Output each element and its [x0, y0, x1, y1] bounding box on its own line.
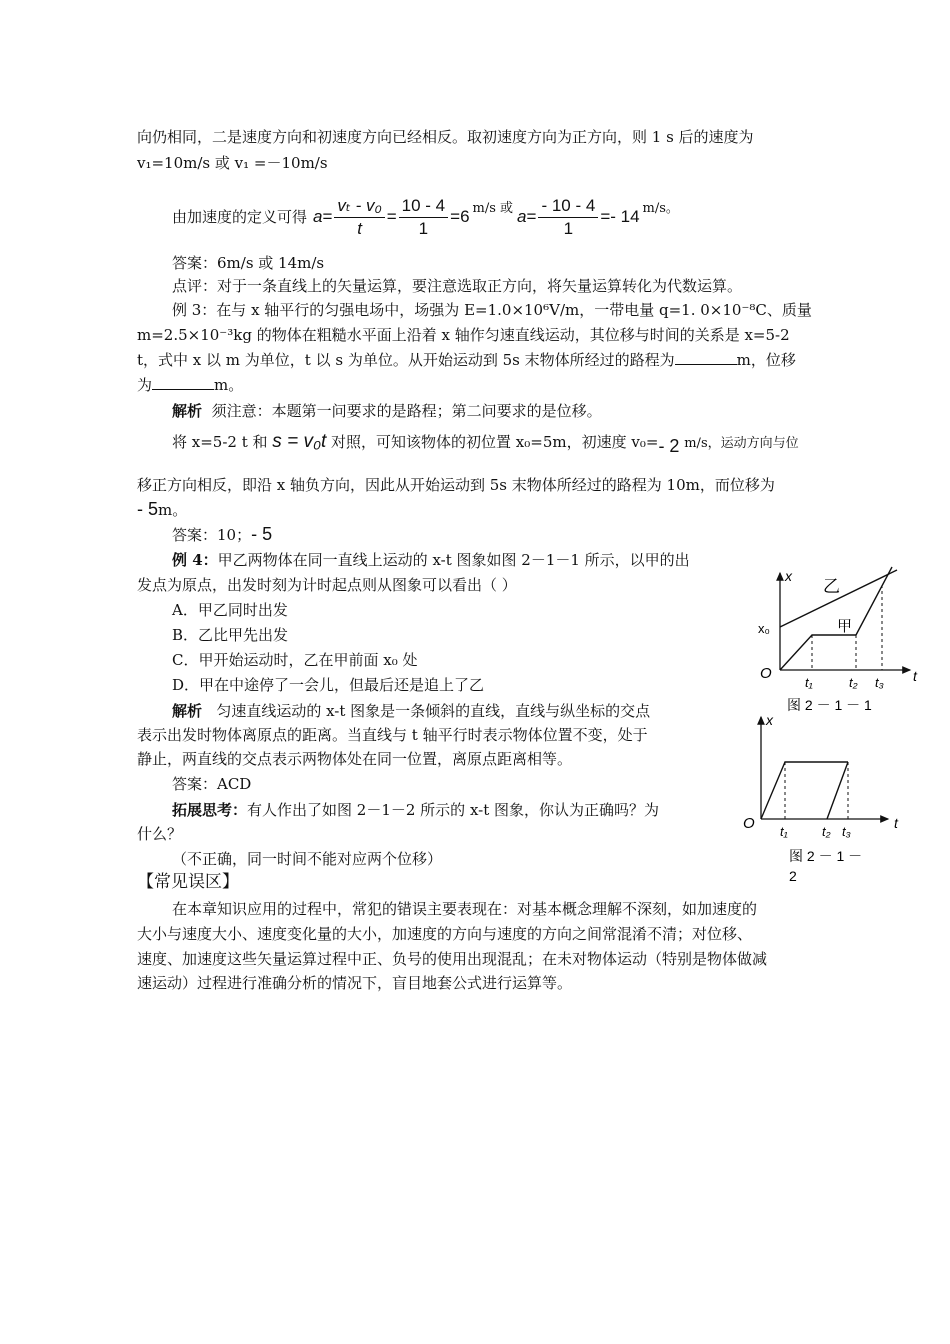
analysis-text: 将 x=5-2 t 和: [172, 433, 268, 451]
displacement-formula: s = v₀t: [272, 431, 327, 452]
paragraph-line: 大小与速度大小、速度变化量的大小，加速度的方向与速度的方向之间常混淆不清；对位移、: [137, 925, 753, 943]
analysis3-line: 移正方向相反，即沿 x 轴负方向，因此从开始运动到 5s 末物体所经过的路程为 10m，而位移为: [137, 476, 775, 494]
analysis-text: 须注意：本题第一问要求的是路程；第二问要求的是位移。: [211, 402, 602, 420]
option-b: B．乙比甲先出发: [172, 626, 289, 644]
analysis-title: 解析: [172, 402, 203, 420]
example-text: 甲乙两物体在同一直线上运动的 x-t 图象如图 2－1－1 所示，以甲的出: [217, 551, 690, 569]
tick-t1: t₁: [805, 675, 813, 690]
unit-label: m/s。: [642, 201, 679, 216]
label-yi: 乙: [823, 577, 840, 596]
example3-line: [137, 350, 796, 370]
tick-t2: t₂: [822, 824, 831, 839]
fraction-case1: [399, 195, 448, 240]
example3-line: m=2.5×10⁻³kg 的物体在粗糙水平面上沿着 x 轴作匀速直线运动，其位移与时间的关系是 x=5-2: [137, 326, 790, 344]
fraction-denominator: t: [357, 218, 362, 238]
fraction-definition: [334, 195, 384, 240]
option-c: C．甲开始运动时，乙在甲前面 x₀ 处: [172, 651, 418, 669]
formula-eq: =: [526, 207, 537, 226]
formula-eq: =: [386, 207, 397, 226]
example4-line: 发点为原点，出发时刻为计时起点则从图象可以看出（ ）: [137, 576, 517, 594]
figure-caption: 图 2 － 1 － 1: [787, 697, 872, 713]
text-line: v₁=10m/s 或 v₁ =－10m/s: [137, 154, 328, 172]
axis-x-label: x: [785, 568, 792, 584]
formula-a: a: [313, 207, 323, 226]
extension-title: 拓展思考：: [172, 801, 248, 819]
extension-line: 什么？: [137, 825, 183, 843]
analysis-text: 对照，可知该物体的初位置 x₀=5m，初速度 v₀=: [331, 433, 659, 451]
section-title: 【常见误区】: [137, 872, 239, 892]
formula-line: [172, 192, 679, 242]
figure-2-1-1: [755, 565, 930, 715]
analysis4-line: 表示出发时物体离原点的距离。当直线与 t 轴平行时表示物体位置不变，处于: [137, 726, 648, 744]
answer-line: 答案：6m/s 或 14m/s: [172, 254, 325, 272]
fraction-numerator: - 10 - 4: [538, 195, 598, 218]
example3-text: t，式中 x 以 m 为单位，t 以 s 为单位。从开始运动到 5s 末物体所经过的路程为: [137, 351, 675, 369]
paragraph-line: 速度、加速度这些矢量运算过程中正、负号的使用出现混乱；在未对物体运动（特别是物体做减: [137, 950, 768, 968]
tick-t3: t₃: [875, 675, 884, 690]
paragraph-line: 在本章知识应用的过程中，常犯的错误主要表现在：对基本概念理解不深刻，如加速度的: [172, 900, 758, 918]
tick-t2: t₂: [849, 675, 858, 690]
result-case1: =6: [450, 207, 470, 226]
formula-eq: =: [322, 207, 333, 226]
example3-text: 为: [137, 376, 153, 394]
fraction-case2: [538, 195, 598, 240]
axis-t-label: t: [894, 815, 898, 831]
axis-t-label: t: [913, 668, 917, 684]
example4-line: [172, 550, 690, 570]
fraction-denominator: 1: [418, 218, 429, 238]
fraction-numerator: 10 - 4: [399, 195, 448, 218]
example3-text: m。: [214, 376, 244, 394]
example3-text: m，位移: [736, 351, 796, 369]
analysis3-line: [172, 426, 799, 459]
fraction-denominator: 1: [563, 218, 574, 238]
formula-intro: 由加速度的定义可得: [172, 208, 308, 226]
analysis-text: 匀速直线运动的 x-t 图象是一条倾斜的直线，直线与纵坐标的交点: [216, 702, 651, 720]
answer-line: [172, 524, 272, 545]
displacement-value: - 5: [137, 499, 159, 519]
analysis4-line: 静止，两直线的交点表示两物体处在同一位置，离原点距离相等。: [137, 750, 573, 768]
text-line: 向仍相同，二是速度方向和初速度方向已经相反。取初速度方向为正方向，则 1 s 后的速度为: [137, 128, 754, 146]
answer-line: 答案：ACD: [172, 775, 252, 793]
answer-blank: [152, 375, 214, 390]
extension-line: [172, 800, 659, 820]
example-title: 例 4：: [172, 551, 218, 569]
analysis-text: m/s，运动方向与位: [684, 436, 799, 451]
axis-x-label: x: [766, 712, 773, 728]
example3-line: [137, 375, 243, 395]
unit-label: m/s 或: [472, 201, 514, 216]
analysis-title: 解析: [172, 702, 203, 720]
answer-blank: [675, 350, 737, 365]
tick-t3: t₃: [842, 824, 851, 839]
option-a: A．甲乙同时出发: [172, 601, 288, 619]
tick-t1: t₁: [780, 824, 788, 839]
formula-a: a: [517, 207, 527, 226]
extension-text: 有人作出了如图 2－1－2 所示的 x-t 图象，你认为正确吗？为: [247, 801, 660, 819]
example3-line: 例 3：在与 x 轴平行的匀强电场中，场强为 E=1.0×10⁶V/m，一带电量 q=1. 0×10⁻⁸C、质量: [172, 301, 812, 319]
comment-line: 点评：对于一条直线上的矢量运算，要注意选取正方向，将矢量运算转化为代数运算。: [172, 277, 743, 295]
origin-label: O: [743, 815, 755, 832]
figure-2-1-2: [738, 712, 918, 887]
figure-caption: 图 2 － 1 －: [789, 848, 863, 864]
extension-answer: （不正确，同一时间不能对应两个位移）: [172, 850, 443, 868]
analysis3-line: [137, 499, 187, 520]
line-segment-upper: [761, 762, 848, 819]
figure-caption: 2: [789, 868, 797, 884]
option-d: D．甲在中途停了一会儿，但最后还是追上了乙: [172, 676, 485, 694]
paragraph-line: 速运动）过程进行准确分析的情况下，盲目地套公式进行运算等。: [137, 974, 573, 992]
analysis4-line: [172, 701, 650, 721]
answer-text: 答案：10；: [172, 526, 252, 544]
analysis-text: m。: [158, 501, 188, 519]
fraction-numerator: vₜ - v₀: [334, 195, 384, 218]
x0-label: x₀: [758, 621, 770, 636]
line-segment-return: [827, 762, 848, 819]
label-jia: 甲: [837, 618, 853, 635]
origin-label: O: [760, 665, 772, 682]
initial-velocity-value: - 2: [658, 436, 680, 456]
result-case2: =- 14: [600, 207, 640, 226]
answer-value: - 5: [251, 524, 273, 544]
analysis3-line: [172, 401, 602, 421]
